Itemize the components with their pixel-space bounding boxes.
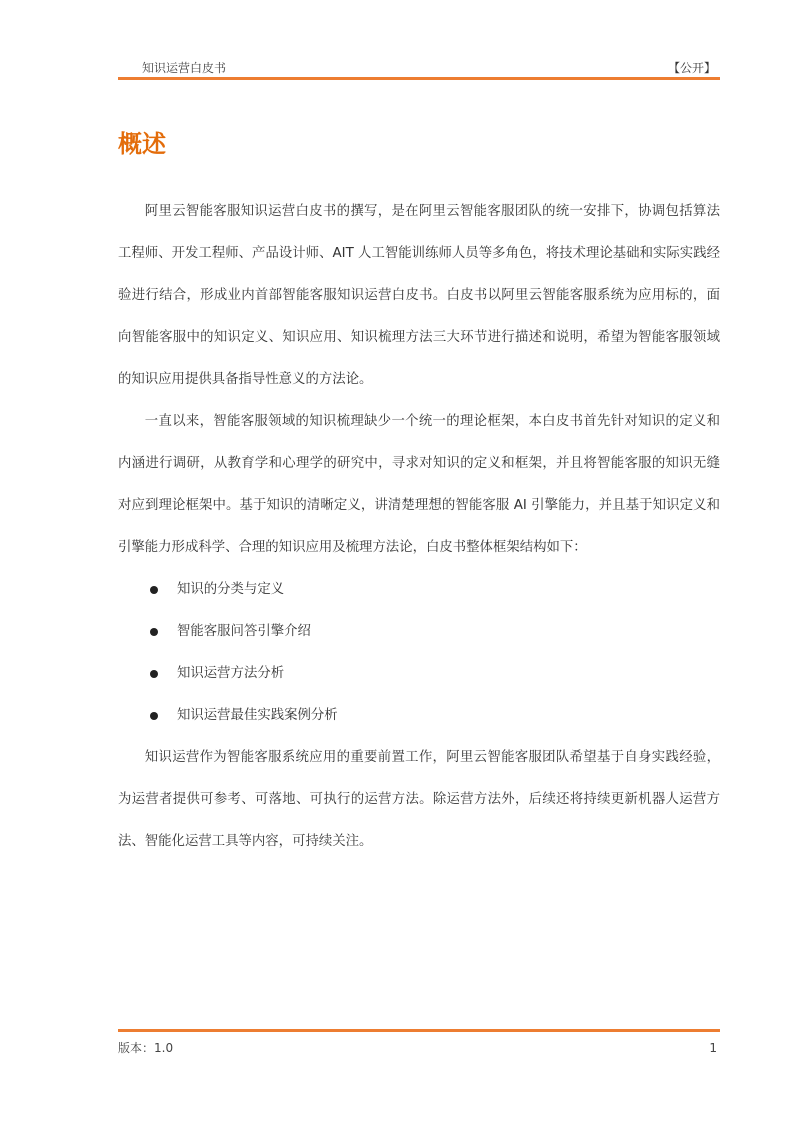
- header-divider: [118, 77, 720, 80]
- list-item-text: 知识运营方法分析: [177, 666, 285, 681]
- paragraph-framework: 一直以来，智能客服领域的知识梳理缺少一个统一的理论框架，本白皮书首先针对知识的定义和内涵进行调研，从教育学和心理学的研究中，寻求对知识的定义和框架，并且将智能客服的知识无缝对应到理论框架中。基于知识的清晰定义，讲清楚理想的智能客服 AI 引擎能力，并且基于知识定义和引擎能力形成科学、合理的知识应用及梳理方法论，白皮书整体框架结构如下：: [118, 414, 720, 555]
- list-item: [118, 653, 720, 695]
- page-number: 1: [709, 1041, 717, 1055]
- list-item-text: 知识的分类与定义: [177, 582, 285, 597]
- list-item: [118, 569, 720, 611]
- section-title: 概述: [118, 130, 166, 158]
- list-item-text: 知识运营最佳实践案例分析: [177, 708, 338, 723]
- bullet-icon: [150, 670, 158, 678]
- list-item: [118, 695, 720, 737]
- framework-list: [118, 569, 720, 737]
- bullet-icon: [150, 712, 158, 720]
- header-title: 知识运营白皮书: [142, 61, 227, 75]
- paragraph-intro: 阿里云智能客服知识运营白皮书的撰写，是在阿里云智能客服团队的统一安排下，协调包括算法工程师、开发工程师、产品设计师、AIT 人工智能训练师人员等多角色，将技术理论基础和实际实践经验进行结合，形成业内首部智能客服知识运营白皮书。白皮书以阿里云智能客服系统为应用标的，面向智能客服中的知识定义、知识应用、知识梳理方法三大环节进行描述和说明，希望为智能客服领域的知识应用提供具备指导性意义的方法论。: [118, 204, 720, 387]
- body-content: [118, 191, 720, 863]
- paragraph-closing: 知识运营作为智能客服系统应用的重要前置工作，阿里云智能客服团队希望基于自身实践经验，为运营者提供可参考、可落地、可执行的运营方法。除运营方法外，后续还将持续更新机器人运营方法、智能化运营工具等内容，可持续关注。: [118, 750, 720, 849]
- page-header: [118, 60, 720, 78]
- version-label: 版本：1.0: [118, 1041, 174, 1055]
- list-item: [118, 611, 720, 653]
- list-item-text: 智能客服问答引擎介绍: [177, 624, 311, 639]
- bullet-icon: [150, 628, 158, 636]
- bullet-icon: [150, 586, 158, 594]
- classification-label: 【公开】: [667, 61, 716, 75]
- footer-divider: [118, 1029, 720, 1032]
